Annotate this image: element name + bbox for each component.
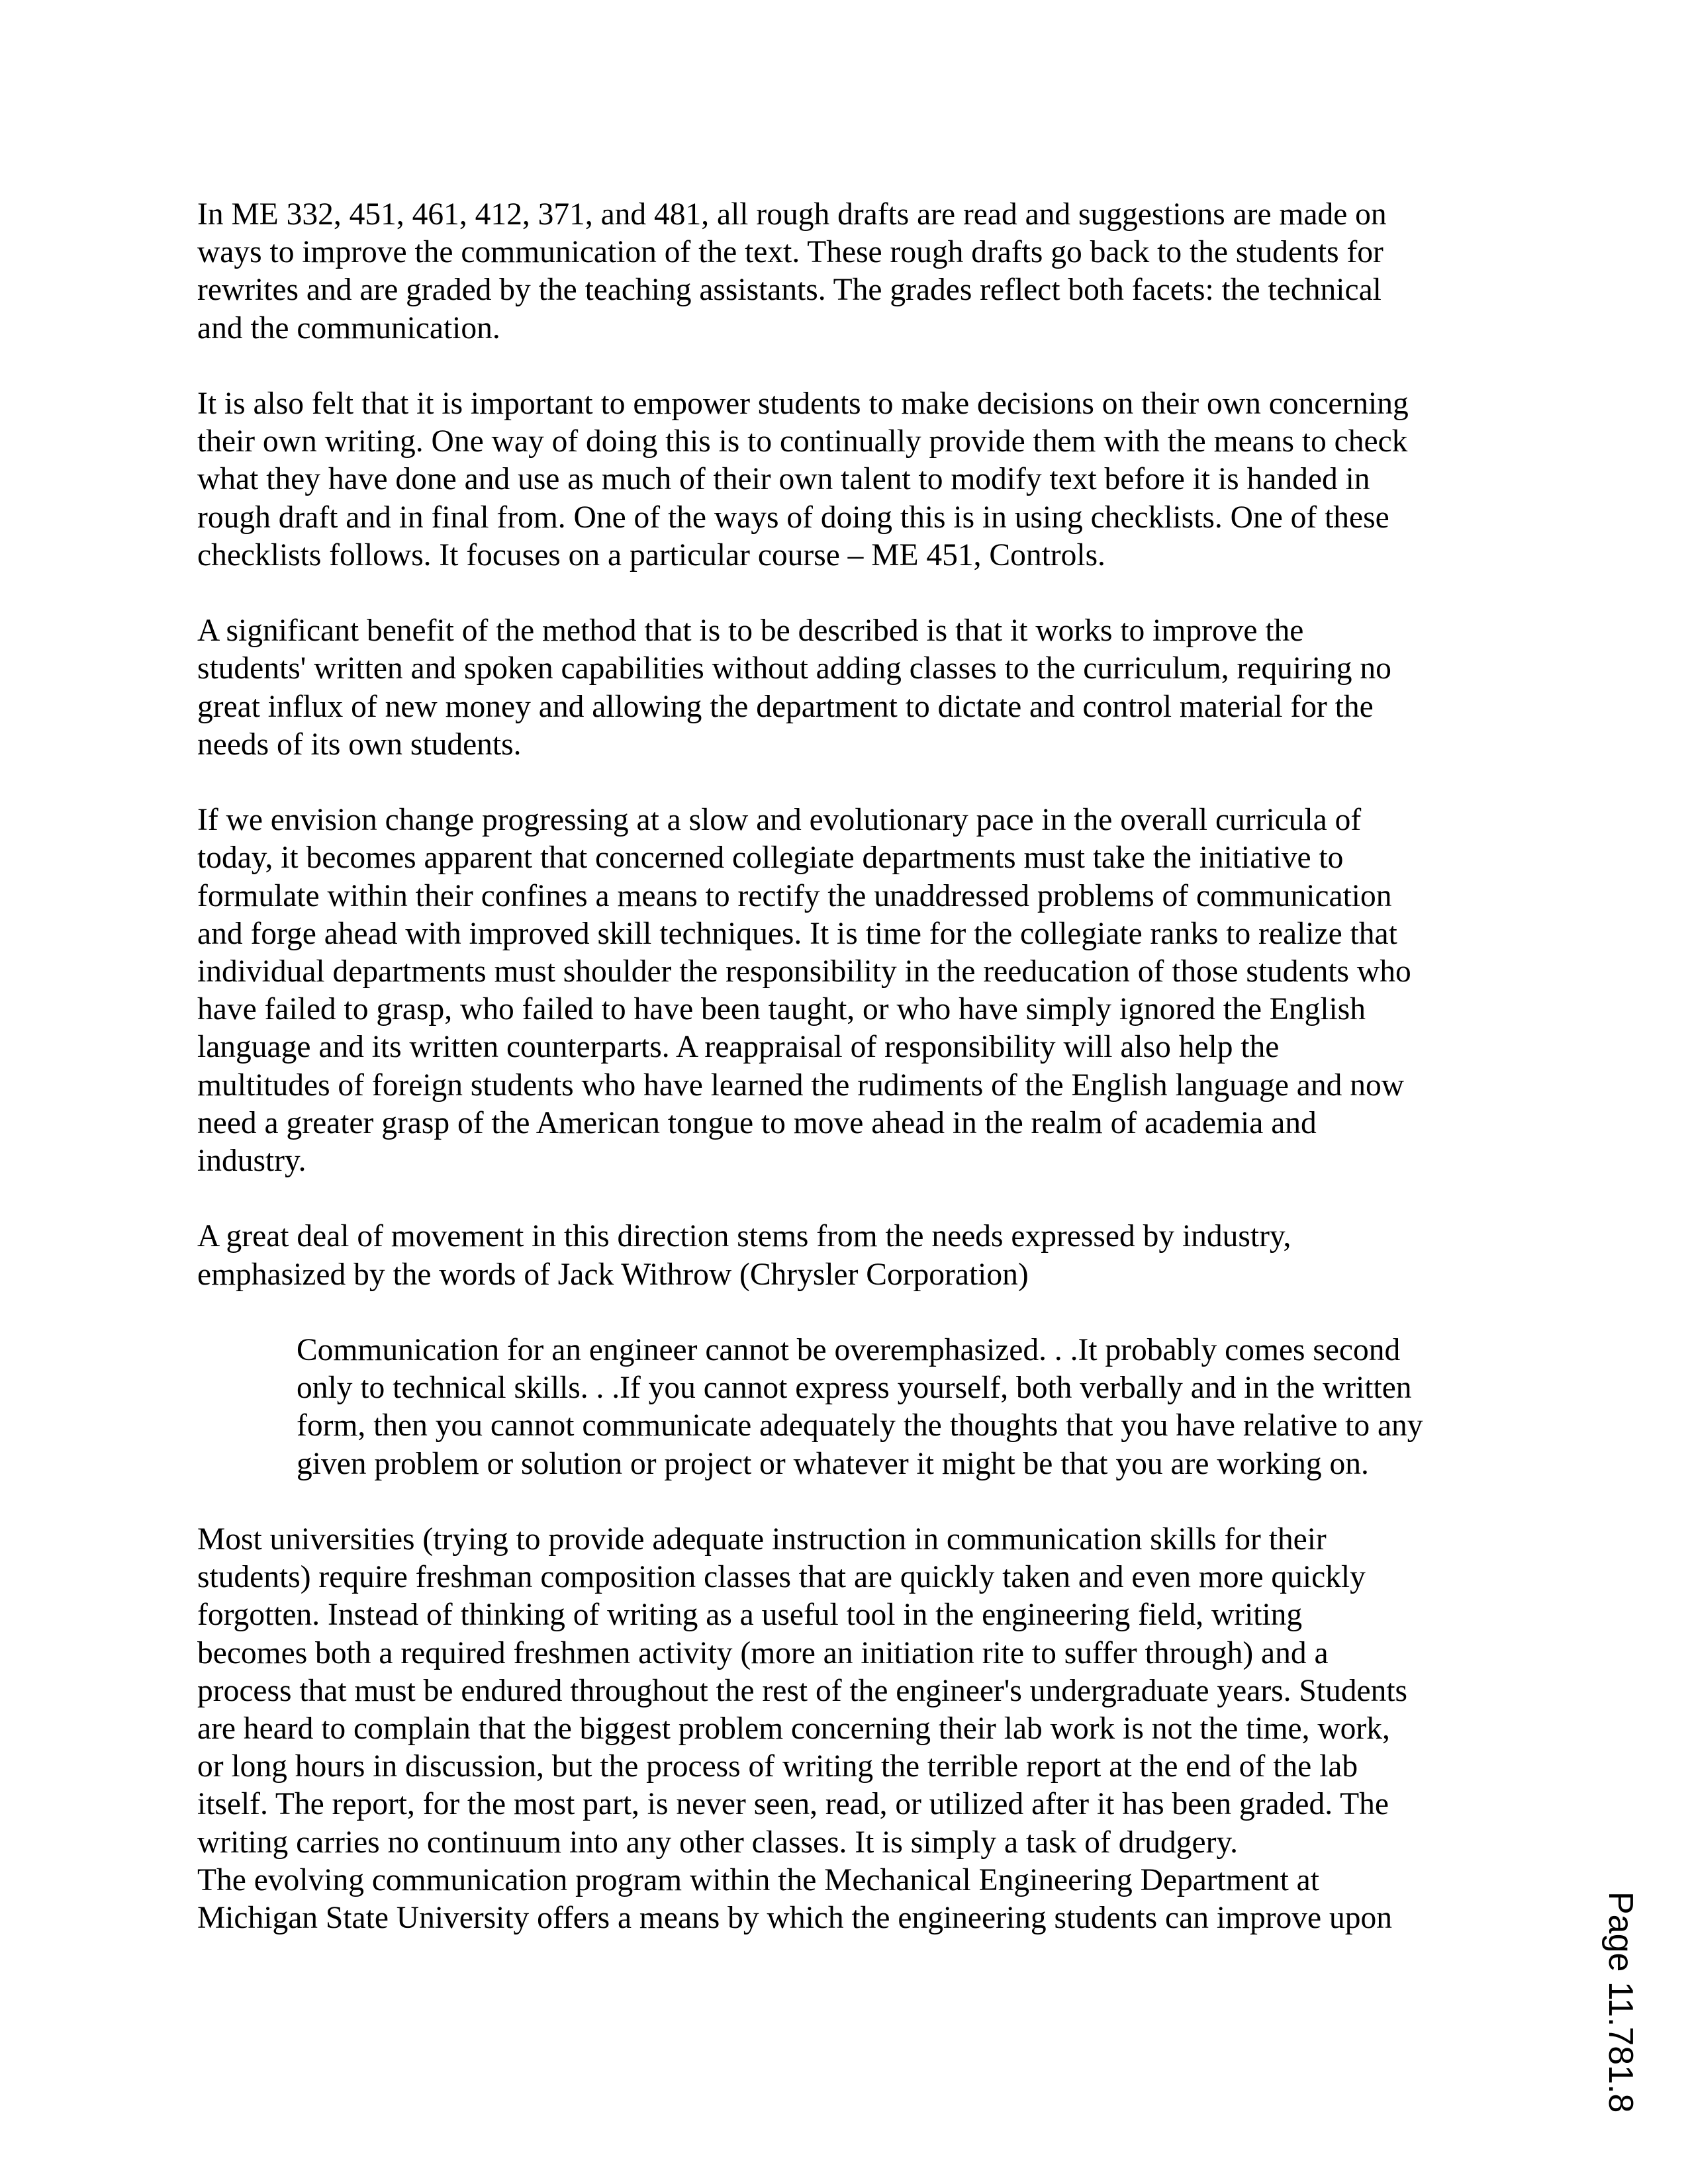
paragraph-rough-drafts: In ME 332, 451, 461, 412, 371, and 481, all rough drafts are read and suggestions are made on ways to improve the communication of the text. These rough drafts go back to the students for rewrites and are graded by the teaching assistants. The grades reflect both facets: the technical and the communication. bbox=[197, 197, 1387, 345]
paragraph-industry-needs: A great deal of movement in this direction stems from the needs expressed by industry, emphasized by the words of Jack Withrow (Chrysler Corporation) bbox=[197, 1219, 1291, 1292]
paragraph-universities: Most universities (trying to provide adequate instruction in communication skills for their students) require freshman composition classes that are quickly taken and even more quickly forgotten. Instead of thinking of writing as a useful tool in the engineering field, writing becomes both a required freshmen activity (more an initiation rite to suffer through) and a process that must be endured throughout the rest of the engineer's undergraduate years. Students are heard to complain that the biggest problem concerning their lab work is not the time, work, or long hours in discussion, but the process of writing the terrible report at the end of the lab itself. The report, for the most part, is never seen, read, or utilized after it has been graded. The writing carries no continuum into any other classes. It is simply a task of drudgery. bbox=[197, 1522, 1408, 1860]
paragraph-significant-benefit: A significant benefit of the method that is to be described is that it works to improve the students' written and spoken capabilities without adding classes to the curriculum, requiring no great influx of new money and allowing the department to dictate and control material for the needs of its own students. bbox=[197, 614, 1391, 762]
body-text bbox=[197, 196, 1481, 1937]
paragraph-msu-program: The evolving communication program within the Mechanical Engineering Department at Michigan State University offers a means by which the engineering students can improve upon bbox=[197, 1862, 1392, 1936]
paragraph-evolutionary-change: If we envision change progressing at a slow and evolutionary pace in the overall curricula of today, it becomes apparent that concerned collegiate departments must take the initiative to formulate within their confines a means to rectify the unaddressed problems of communication and forge ahead with improved skill techniques. It is time for the collegiate ranks to realize that individual departments must shoulder the responsibility in the reeducation of those students who have failed to grasp, who failed to have been taught, or who have simply ignored the English language and its written counterparts. A reappraisal of responsibility will also help the multitudes of foreign students who have learned the rudiments of the English language and now need a greater grasp of the American tongue to move ahead in the realm of academia and industry. bbox=[197, 803, 1411, 1179]
page-number: Page 11.781.8 bbox=[1601, 1891, 1640, 2113]
block-quote: Communication for an engineer cannot be overemphasized. . .It probably comes second only to technical skills. . .If you cannot express yourself, both verbally and in the written form, then you cannot communicate adequately the thoughts that you have relative to any given problem or solution or project or whatever it might be that you are working on. bbox=[297, 1333, 1423, 1481]
paragraph-empower-students: It is also felt that it is important to empower students to make decisions on their own concerning their own writing. One way of doing this is to continually provide them with the means to check what they have done and use as much of their own talent to modify text before it is handed in rough draft and in final from. One of the ways of doing this is in using checklists. One of these checklists follows. It focuses on a particular course – ME 451, Controls. bbox=[197, 387, 1409, 572]
